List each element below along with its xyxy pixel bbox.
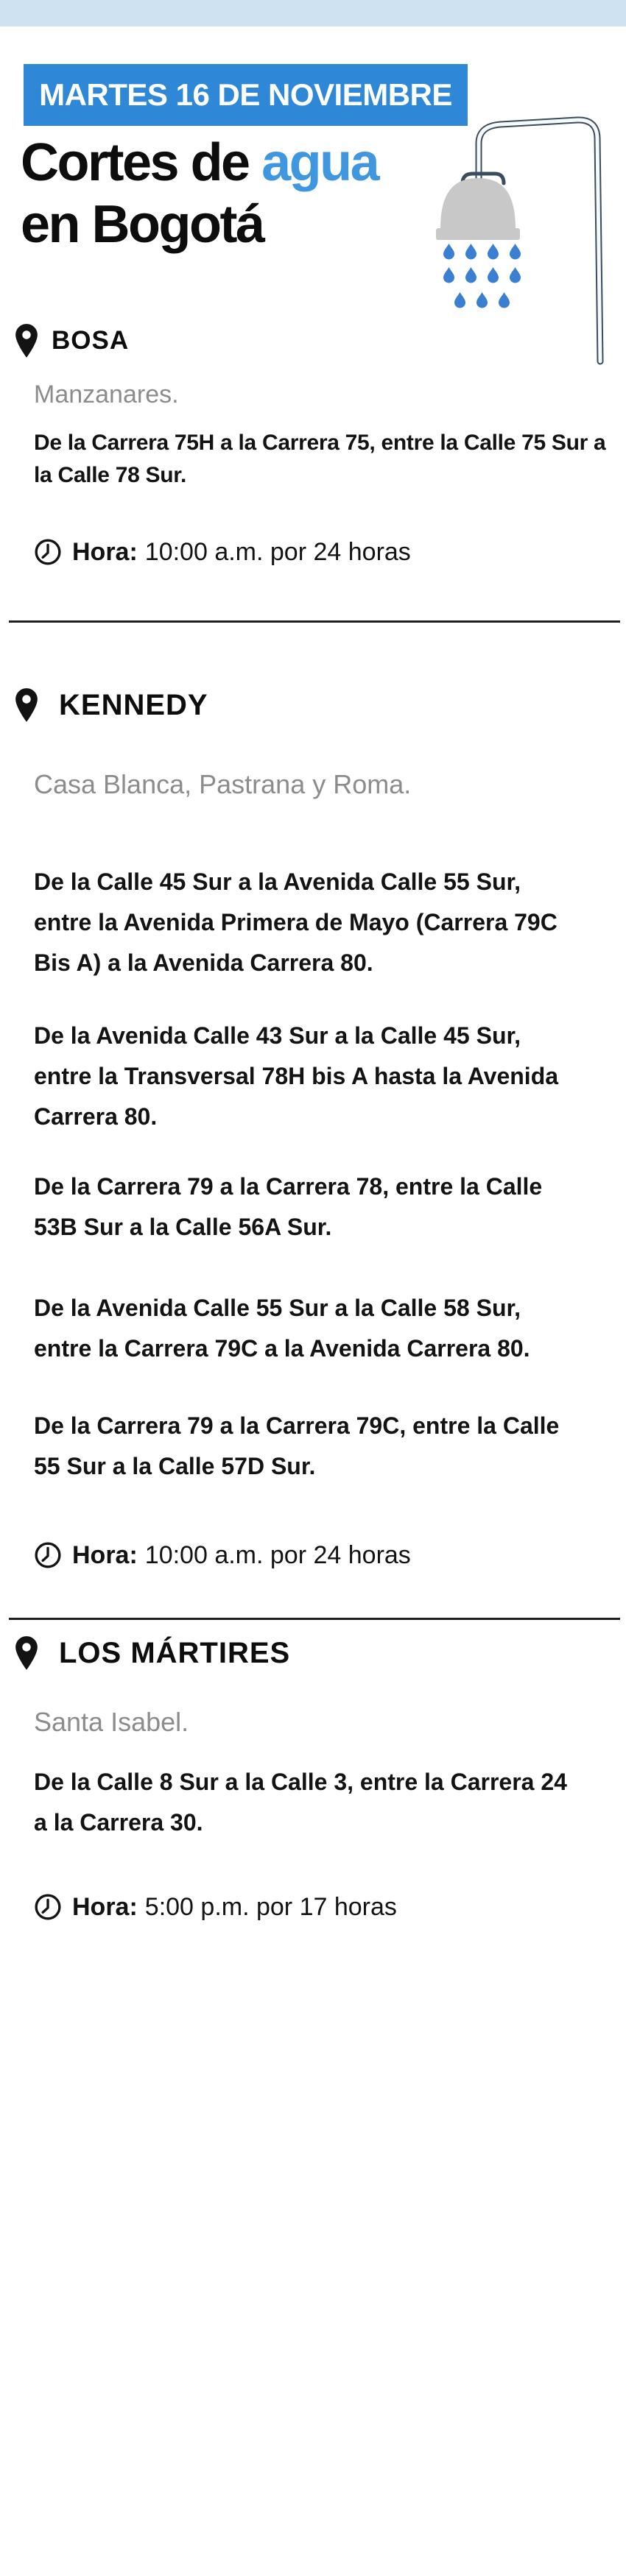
hora-label: Hora:: [72, 1541, 138, 1569]
hora-row: [0, 537, 626, 567]
hora-label: Hora:: [72, 1893, 138, 1921]
section-divider: [9, 1618, 620, 1620]
affected-area-text: De la Avenida Calle 55 Sur a la Calle 58 Sur, entre la Carrera 79C a la Avenida Carrera 80.: [34, 1295, 530, 1362]
hora-value: 10:00 a.m. por 24 horas: [144, 1541, 411, 1569]
hora-label: Hora:: [72, 538, 138, 566]
hora-row: [0, 1540, 626, 1570]
top-accent-bar: [0, 0, 626, 26]
hora-text: [72, 1540, 411, 1570]
location-pin-icon: [15, 688, 38, 722]
affected-area-text: De la Carrera 79 a la Carrera 78, entre la Calle 53B Sur a la Calle 56A Sur.: [34, 1173, 543, 1240]
date-badge-label: MARTES 16 DE NOVIEMBRE: [39, 77, 452, 112]
hora-text: [72, 1892, 397, 1922]
neighborhoods-text: Casa Blanca, Pastrana y Roma.: [34, 769, 412, 799]
title-line2: en Bogotá: [21, 195, 264, 254]
affected-area-text: De la Calle 8 Sur a la Calle 3, entre la Carrera 24 a la Carrera 30.: [34, 1769, 567, 1836]
clock-icon: [34, 1893, 62, 1921]
title-part1: Cortes de: [21, 133, 249, 192]
location-pin-icon: [15, 324, 38, 358]
section-kennedy: [0, 688, 626, 1570]
hora-value: 5:00 p.m. por 17 horas: [144, 1893, 397, 1921]
location-pin-icon: [15, 1636, 38, 1670]
section-heading-kennedy: [0, 688, 626, 722]
neighborhoods-text: Santa Isabel.: [34, 1707, 189, 1737]
section-divider: [9, 620, 620, 623]
affected-area-text: De la Carrera 79 a la Carrera 79C, entre la Calle 55 Sur a la Calle 57D Sur.: [34, 1412, 560, 1479]
date-badge: [24, 64, 468, 126]
affected-area-text: De la Carrera 75H a la Carrera 75, entre la Calle 75 Sur a la Calle 78 Sur.: [34, 431, 606, 487]
header: [0, 64, 626, 255]
title-highlight: agua: [261, 133, 379, 192]
section-heading-los-martires: [0, 1636, 626, 1670]
neighborhoods-text: Manzanares.: [34, 381, 179, 408]
hora-text: [72, 537, 411, 567]
section-bosa: [0, 324, 626, 567]
locality-name: LOS MÁRTIRES: [59, 1636, 291, 1669]
affected-area-text: De la Calle 45 Sur a la Avenida Calle 55 Sur, entre la Avenida Primera de Mayo (Carrera 79C Bis A) a la Avenida Carrera 80.: [34, 868, 558, 976]
section-los-martires: [0, 1636, 626, 1922]
affected-area-text: De la Avenida Calle 43 Sur a la Calle 45 Sur, entre la Transversal 78H bis A hasta la Avenida Carrera 80.: [34, 1022, 559, 1130]
page-title: [21, 132, 626, 255]
section-heading-bosa: [0, 324, 626, 358]
locality-name: KENNEDY: [59, 688, 208, 721]
hora-row: [0, 1892, 626, 1922]
hora-value: 10:00 a.m. por 24 horas: [144, 538, 411, 566]
clock-icon: [34, 538, 62, 566]
clock-icon: [34, 1541, 62, 1569]
locality-name: BOSA: [52, 326, 130, 355]
